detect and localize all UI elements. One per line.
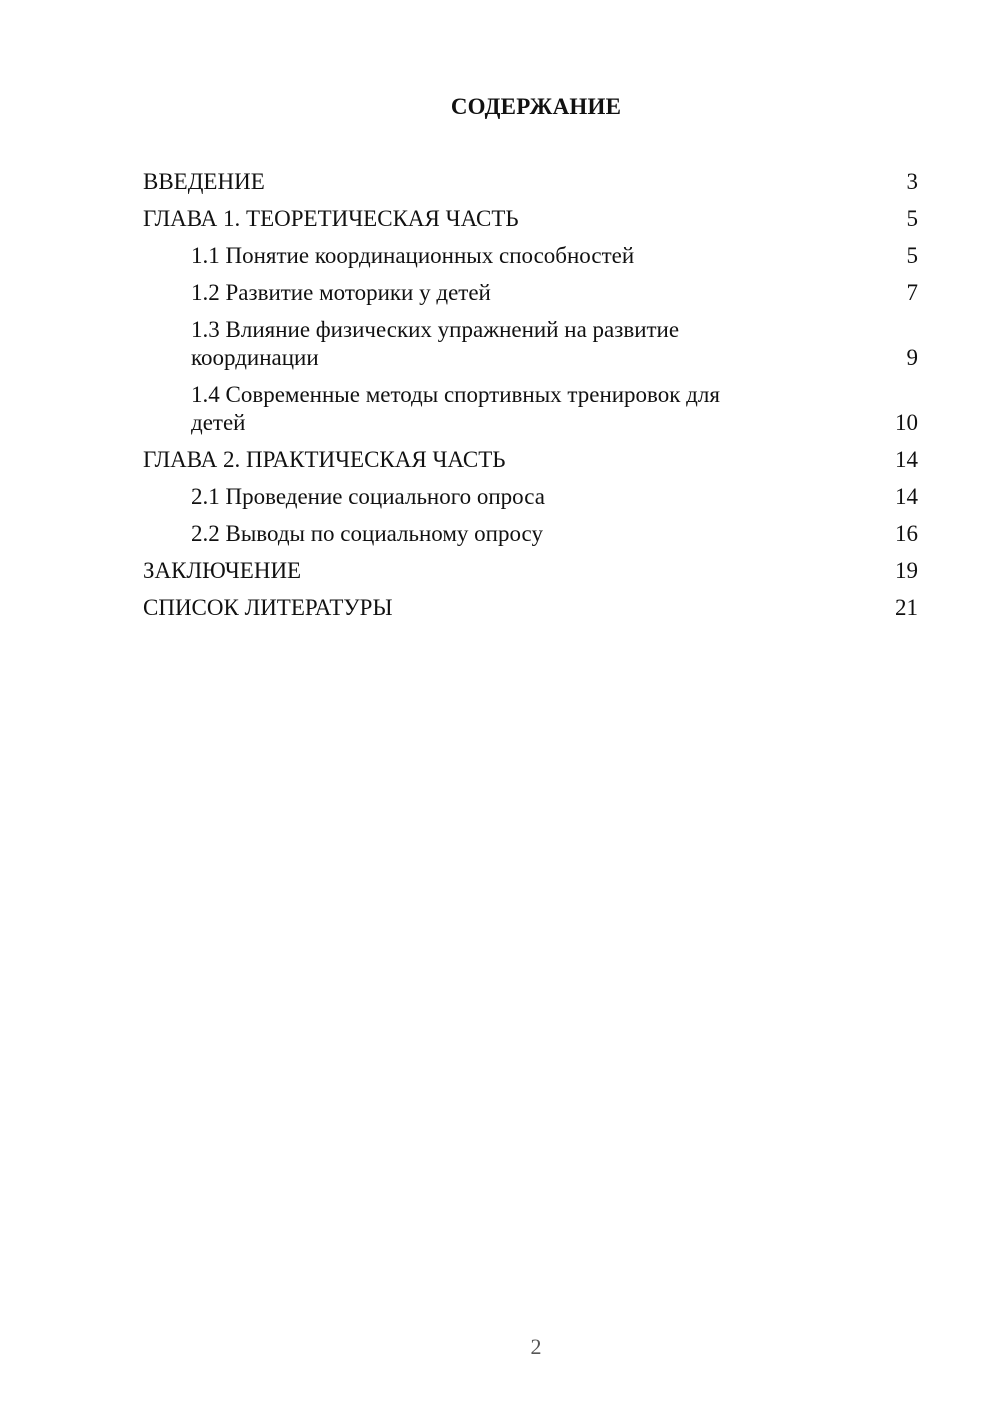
toc-entry-introduction[interactable] [143, 168, 918, 196]
toc-entry-label: 1.2 Развитие моторики у детей [191, 280, 491, 305]
toc-entry-section-1-4[interactable] [143, 381, 918, 437]
toc-entry-label: ГЛАВА 2. ПРАКТИЧЕСКАЯ ЧАСТЬ [143, 447, 506, 472]
toc-entry-label: ВВЕДЕНИЕ [143, 169, 265, 194]
toc-entry-label: ГЛАВА 1. ТЕОРЕТИЧЕСКАЯ ЧАСТЬ [143, 206, 519, 231]
toc-entry-label: 2.1 Проведение социального опроса [191, 484, 545, 509]
toc-entry-page: 14 [895, 484, 918, 509]
toc-entry-label: 2.2 Выводы по социальному опросу [191, 521, 543, 546]
toc-entry-section-2-1[interactable] [143, 483, 918, 511]
toc-entry-section-1-2[interactable] [143, 279, 918, 307]
toc-entry-label: 1.1 Понятие координационных способностей [191, 243, 635, 268]
toc-entry-page: 5 [906, 206, 918, 231]
toc-entry-section-1-3[interactable] [143, 316, 918, 372]
toc-entry-page: 16 [895, 521, 918, 546]
toc-entry-label: 1.3 Влияние физических упражнений на развитие координации [191, 317, 680, 370]
toc-entry-conclusion[interactable] [143, 557, 918, 585]
page-title: СОДЕРЖАНИЕ [450, 94, 622, 119]
toc-entry-page: 14 [895, 447, 918, 472]
page-number: 2 [530, 1334, 542, 1359]
toc-entry-label: ЗАКЛЮЧЕНИЕ [143, 558, 302, 583]
toc-entry-section-1-1[interactable] [143, 242, 918, 270]
toc-entry-page: 5 [906, 243, 918, 268]
toc-entry-page: 9 [906, 345, 918, 370]
toc-entry-chapter-2[interactable] [143, 446, 918, 474]
toc-entry-section-2-2[interactable] [143, 520, 918, 548]
toc-entry-page: 10 [895, 410, 918, 435]
toc-entry-page: 21 [895, 595, 918, 620]
table-of-contents [143, 168, 918, 631]
toc-entry-page: 19 [895, 558, 918, 583]
toc-entry-page: 7 [906, 280, 918, 305]
toc-entry-label: 1.4 Современные методы спортивных тренировок для детей [191, 382, 720, 435]
toc-entry-label: СПИСОК ЛИТЕРАТУРЫ [143, 595, 393, 620]
toc-entry-chapter-1[interactable] [143, 205, 918, 233]
toc-entry-references[interactable] [143, 594, 918, 622]
toc-entry-page: 3 [906, 169, 918, 194]
